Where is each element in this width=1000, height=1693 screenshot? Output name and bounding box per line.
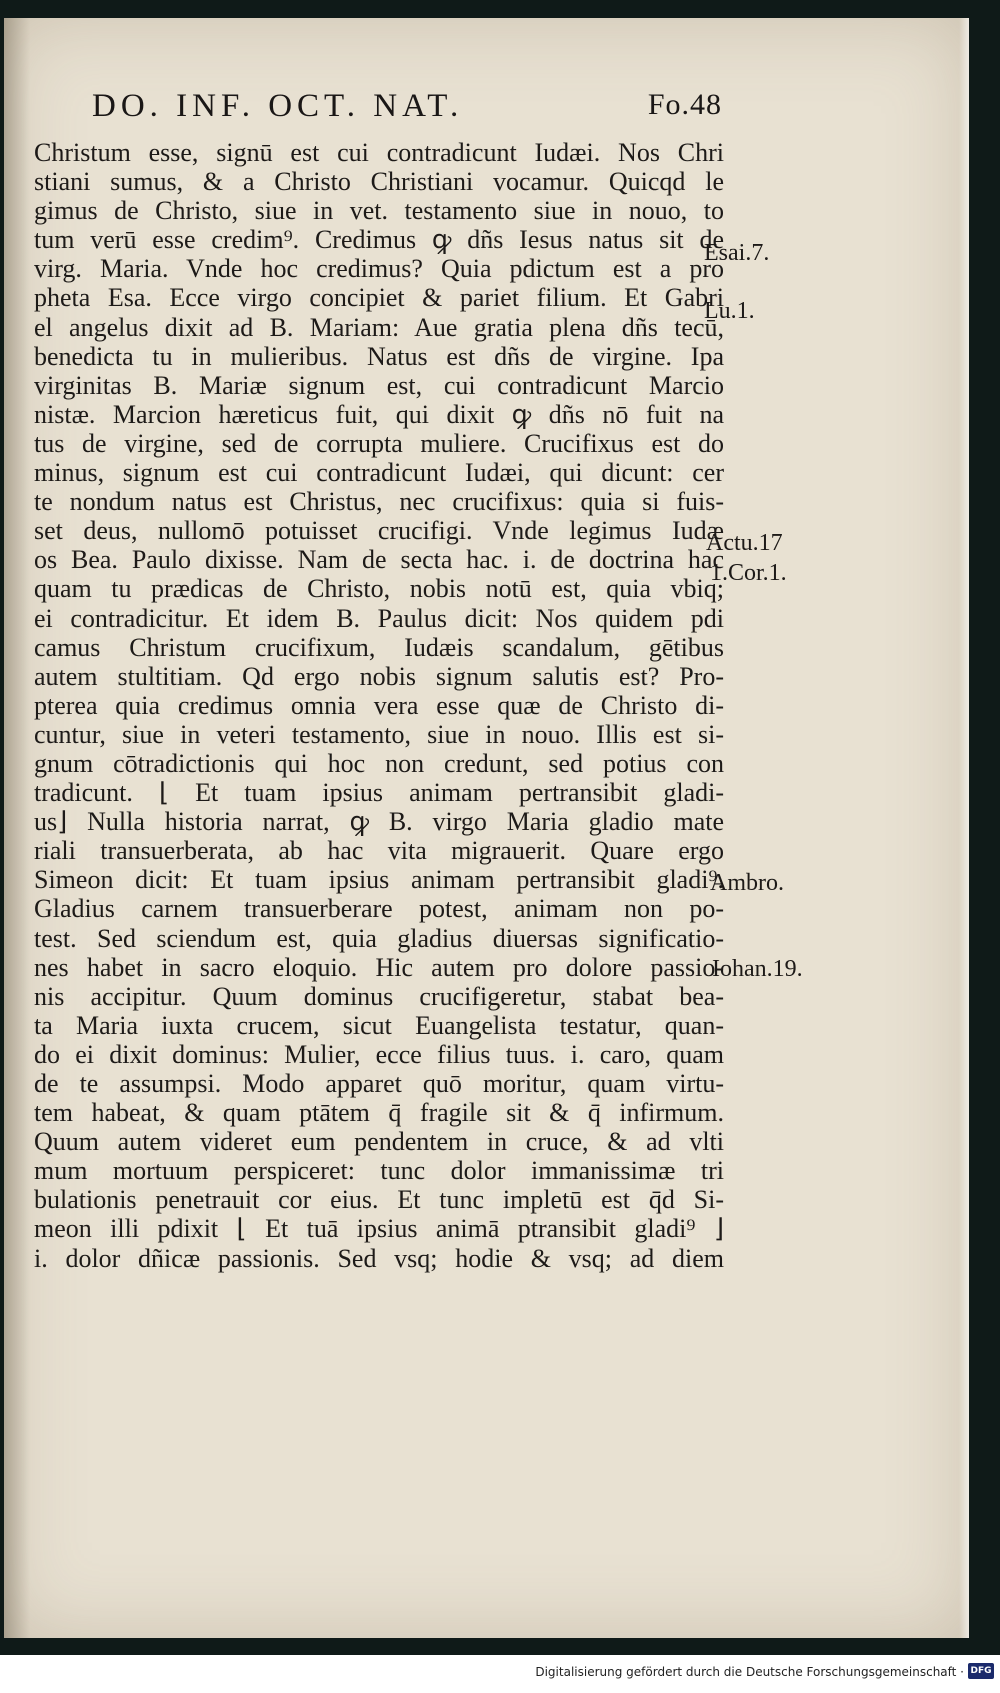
- text-line: ei contradicitur. Et idem B. Paulus dicit: Nos quidem pdi: [34, 603, 724, 633]
- text-line: meon illi pdixit ⌊ Et tuā ipsius animā ptransibit gladi⁹ ⌋: [34, 1214, 724, 1244]
- main-text-block: [34, 138, 724, 1273]
- text-line: ta Maria iuxta crucem, sicut Euangelista testatur, quan-: [34, 1010, 724, 1040]
- text-line: nes habet in sacro eloquio. Hic autem pro dolore passio-: [34, 952, 724, 982]
- text-line: tradicunt. ⌊ Et tuam ipsius animam pertransibit gladi-: [34, 778, 724, 808]
- dfg-logo-icon: DFG: [968, 1663, 994, 1679]
- page-header: [92, 88, 722, 138]
- margin-note: Ambro.: [710, 870, 784, 896]
- text-line: camus Christum crucifixum, Iudæis scandalum, gētibus: [34, 632, 724, 662]
- text-line: do ei dixit dominus: Mulier, ecce filius tuus. i. caro, quam: [34, 1039, 724, 1069]
- text-line: autem stultitiam. Qd ergo nobis signum salutis est? Pro-: [34, 661, 724, 691]
- text-line: benedicta tu in mulieribus. Natus est dñs de virgine. Ipa: [34, 341, 724, 371]
- text-line: cuntur, siue in veteri testamento, siue in nouo. Illis est si-: [34, 719, 724, 749]
- margin-note: Esai.7.: [704, 240, 770, 266]
- text-line: te nondum natus est Christus, nec crucifixus: quia si fuis-: [34, 487, 724, 517]
- book-page: [4, 18, 969, 1638]
- text-line: gnum cōtradictionis qui hoc non credunt, sed potius con: [34, 748, 724, 778]
- text-line: Quum autem videret eum pendentem in cruce, & ad vlti: [34, 1127, 724, 1157]
- text-line: os Bea. Paulo dixisse. Nam de secta hac. i. de doctrina hac: [34, 545, 724, 575]
- text-line: virginitas B. Mariæ signum est, cui contradicunt Marcio: [34, 370, 724, 400]
- text-line: stiani sumus, & a Christo Christiani vocamur. Quicqd le: [34, 167, 724, 197]
- text-line: de te assumpsi. Modo apparet quō moritur, quam virtu-: [34, 1069, 724, 1098]
- text-line: tum verū esse credim⁹. Credimus ꝙ dñs Iesus natus sit de: [34, 225, 724, 255]
- text-line: bulationis penetrauit cor eius. Et tunc impletū est q̄d Si-: [34, 1185, 724, 1215]
- text-line: i. dolor dñicæ passionis. Sed vsq; hodie & vsq; ad diem: [34, 1243, 724, 1273]
- text-line: tem habeat, & quam ptātem q̄ fragile sit & q̄ infirmum.: [34, 1098, 724, 1128]
- text-line: gimus de Christo, siue in vet. testamento siue in nouo, to: [34, 196, 724, 226]
- text-line: pterea quia credimus omnia vera esse quæ de Christo di-: [34, 690, 724, 720]
- text-line: virg. Maria. Vnde hoc credimus? Quia pdictum est a pro: [34, 254, 724, 284]
- folio-number: Fo.48: [647, 88, 722, 121]
- text-line: Simeon dicit: Et tuam ipsius animam pertransibit gladi⁹.: [34, 865, 724, 895]
- text-line: Christum esse, signū est cui contradicunt Iudæi. Nos Chri: [34, 138, 724, 167]
- text-line: riali transuerberata, ab hac vita migrauerit. Quare ergo: [34, 836, 724, 866]
- text-line: tus de virgine, sed de corrupta muliere. Crucifixus est do: [34, 428, 724, 458]
- text-line: set deus, nullomō potuisset crucifigi. Vnde legimus Iudæ: [34, 516, 724, 546]
- text-line: nis accipitur. Quum dominus crucifigeretur, stabat bea-: [34, 981, 724, 1011]
- margin-note: Lu.1.: [704, 298, 755, 324]
- running-head: DO. INF. OCT. NAT.: [92, 88, 464, 124]
- text-line: test. Sed sciendum est, quia gladius diuersas significatio-: [34, 923, 724, 953]
- text-line: minus, signum est cui contradicunt Iudæi, qui dicunt: cer: [34, 458, 724, 488]
- text-line: el angelus dixit ad B. Mariam: Aue gratia plena dñs tecū,: [34, 312, 724, 342]
- margin-note: Iohan.19.: [712, 956, 803, 982]
- text-line: Gladius carnem transuerberare potest, animam non po-: [34, 894, 724, 924]
- footer-bar: [0, 1655, 1000, 1693]
- text-line: pheta Esa. Ecce virgo concipiet & pariet filium. Et Gabri: [34, 283, 724, 313]
- funding-credit: Digitalisierung gefördert durch die Deutsche Forschungsgemeinschaft ·: [535, 1665, 964, 1679]
- margin-note: 1.Cor.1.: [710, 560, 787, 586]
- text-line: quam tu prædicas de Christo, nobis notū est, quia vbiq;: [34, 574, 724, 604]
- text-line: mum mortuum perspiceret: tunc dolor immanissimæ tri: [34, 1156, 724, 1186]
- margin-note: Actu.17: [706, 530, 783, 556]
- text-line: us⌋ Nulla historia narrat, ꝙ B. virgo Maria gladio mate: [34, 807, 724, 837]
- text-line: nistæ. Marcion hæreticus fuit, qui dixit ꝙ dñs nō fuit na: [34, 399, 724, 429]
